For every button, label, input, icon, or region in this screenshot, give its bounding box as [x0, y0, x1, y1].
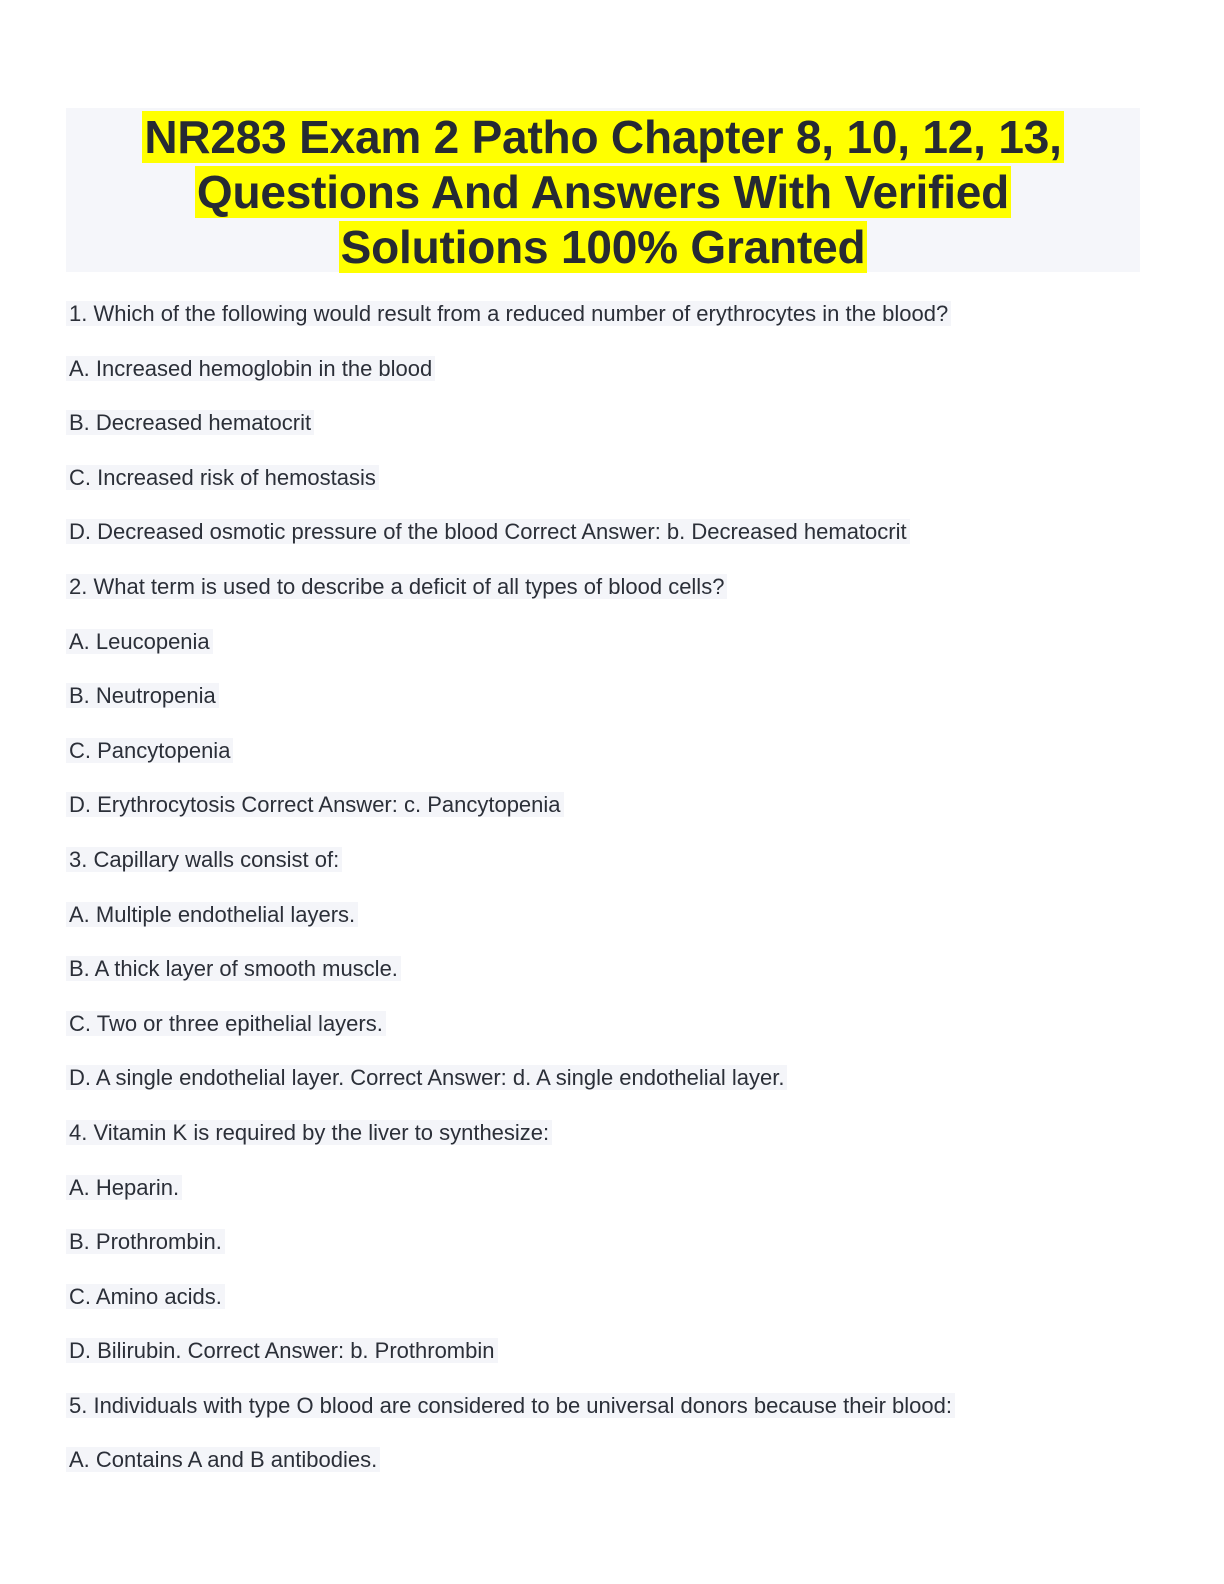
question-3-option-c: C. Two or three epithelial layers.: [66, 1008, 955, 1063]
question-3-option-a: A. Multiple endothelial layers.: [66, 899, 955, 954]
question-5-option-a: A. Contains A and B antibodies.: [66, 1444, 955, 1499]
question-list: [66, 298, 955, 1499]
document-title: [66, 108, 1140, 272]
question-3: 3. Capillary walls consist of:: [66, 844, 955, 899]
question-3-option-b: B. A thick layer of smooth muscle.: [66, 953, 955, 1008]
question-4: 4. Vitamin K is required by the liver to synthesize:: [66, 1117, 955, 1172]
title-text-3: Solutions 100% Granted: [340, 221, 866, 273]
question-4-option-d-answer: D. Bilirubin. Correct Answer: b. Prothrombin: [66, 1335, 955, 1390]
question-4-option-a: A. Heparin.: [66, 1172, 955, 1227]
question-1-option-c: C. Increased risk of hemostasis: [66, 462, 955, 517]
title-text-2: Questions And Answers With Verified: [196, 166, 1010, 218]
question-4-option-b: B. Prothrombin.: [66, 1226, 955, 1281]
question-3-option-d-answer: D. A single endothelial layer. Correct Answer: d. A single endothelial layer.: [66, 1062, 955, 1117]
title-line-1: [66, 110, 1140, 165]
title-line-3: [66, 220, 1140, 275]
question-1-option-a: A. Increased hemoglobin in the blood: [66, 353, 955, 408]
question-2-option-b: B. Neutropenia: [66, 680, 955, 735]
title-text-1: NR283 Exam 2 Patho Chapter 8, 10, 12, 13,: [144, 111, 1062, 163]
question-2-option-c: C. Pancytopenia: [66, 735, 955, 790]
question-1-option-b: B. Decreased hematocrit: [66, 407, 955, 462]
question-2: 2. What term is used to describe a deficit of all types of blood cells?: [66, 571, 955, 626]
question-2-option-d-answer: D. Erythrocytosis Correct Answer: c. Pancytopenia: [66, 789, 955, 844]
question-1-option-d-answer: D. Decreased osmotic pressure of the blood Correct Answer: b. Decreased hematocrit: [66, 516, 955, 571]
question-4-option-c: C. Amino acids.: [66, 1281, 955, 1336]
question-1: 1. Which of the following would result from a reduced number of erythrocytes in the blood?: [66, 298, 955, 353]
title-line-2: [66, 165, 1140, 220]
question-2-option-a: A. Leucopenia: [66, 626, 955, 681]
question-5: 5. Individuals with type O blood are considered to be universal donors because their blood:: [66, 1390, 955, 1445]
